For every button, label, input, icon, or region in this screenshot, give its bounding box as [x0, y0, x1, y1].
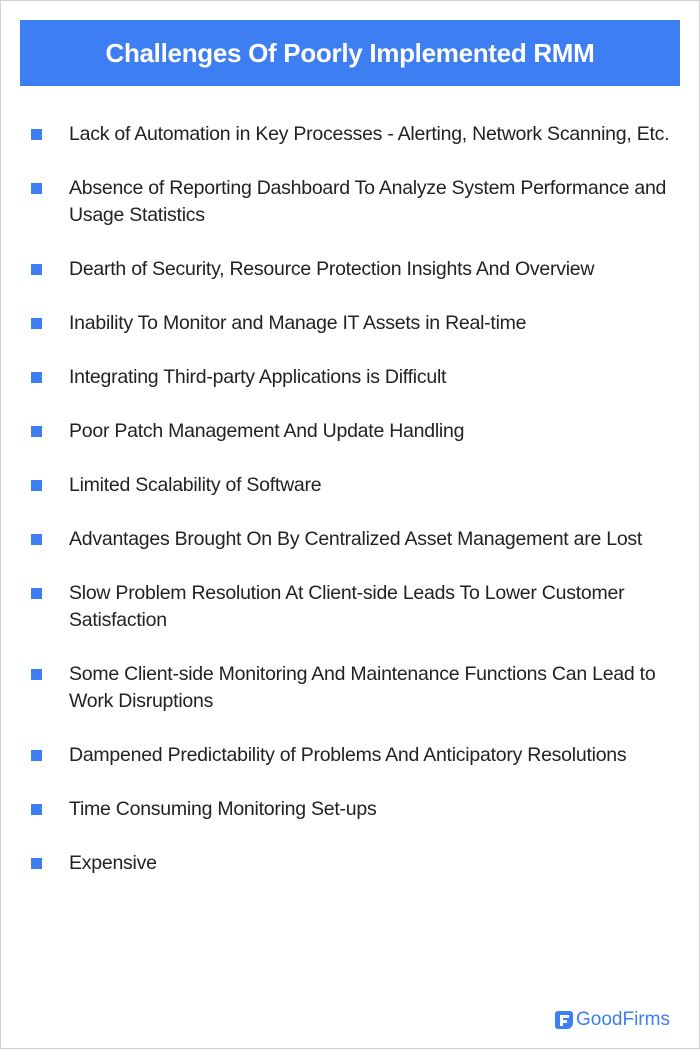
goodfirms-logo: [555, 1009, 670, 1031]
goodfirms-logo-icon: [555, 1011, 573, 1029]
title-banner: [20, 20, 680, 86]
square-bullet-icon: [31, 480, 42, 491]
list-item: [31, 742, 671, 769]
page-title: Challenges Of Poorly Implemented RMM: [105, 37, 595, 68]
list-item: [31, 121, 671, 148]
list-item: [31, 310, 671, 337]
list-item: [31, 175, 671, 229]
square-bullet-icon: [31, 804, 42, 815]
list-item-text: Time Consuming Monitoring Set-ups: [69, 798, 377, 820]
challenges-list: [31, 121, 671, 904]
list-item-text: Some Client-side Monitoring And Maintenance Functions Can Lead to Work Disruptions: [69, 663, 656, 712]
square-bullet-icon: [31, 372, 42, 383]
square-bullet-icon: [31, 426, 42, 437]
list-item-text: Advantages Brought On By Centralized Asset Management are Lost: [69, 528, 643, 550]
list-item: [31, 472, 671, 499]
list-item: [31, 796, 671, 823]
list-item-text: Limited Scalability of Software: [69, 474, 322, 496]
list-item: [31, 364, 671, 391]
square-bullet-icon: [31, 534, 42, 545]
square-bullet-icon: [31, 588, 42, 599]
list-item: [31, 526, 671, 553]
square-bullet-icon: [31, 858, 42, 869]
list-item-text: Dampened Predictability of Problems And Anticipatory Resolutions: [69, 744, 627, 766]
list-item-text: Absence of Reporting Dashboard To Analyze System Performance and Usage Statistics: [69, 177, 667, 226]
list-item: [31, 256, 671, 283]
square-bullet-icon: [31, 129, 42, 140]
list-item-text: Lack of Automation in Key Processes - Alerting, Network Scanning, Etc.: [69, 123, 670, 145]
list-item-text: Expensive: [69, 852, 157, 874]
logo-text: GoodFirms: [576, 1009, 670, 1030]
list-item-text: Inability To Monitor and Manage IT Assets in Real-time: [69, 312, 527, 334]
square-bullet-icon: [31, 750, 42, 761]
square-bullet-icon: [31, 183, 42, 194]
square-bullet-icon: [31, 669, 42, 680]
list-item-text: Poor Patch Management And Update Handling: [69, 420, 465, 442]
list-item: [31, 850, 671, 877]
list-item: [31, 661, 671, 715]
list-item: [31, 580, 671, 634]
list-item-text: Slow Problem Resolution At Client-side Leads To Lower Customer Satisfaction: [69, 582, 625, 631]
square-bullet-icon: [31, 318, 42, 329]
list-item: [31, 418, 671, 445]
list-item-text: Dearth of Security, Resource Protection Insights And Overview: [69, 258, 595, 280]
list-item-text: Integrating Third-party Applications is Difficult: [69, 366, 447, 388]
square-bullet-icon: [31, 264, 42, 275]
